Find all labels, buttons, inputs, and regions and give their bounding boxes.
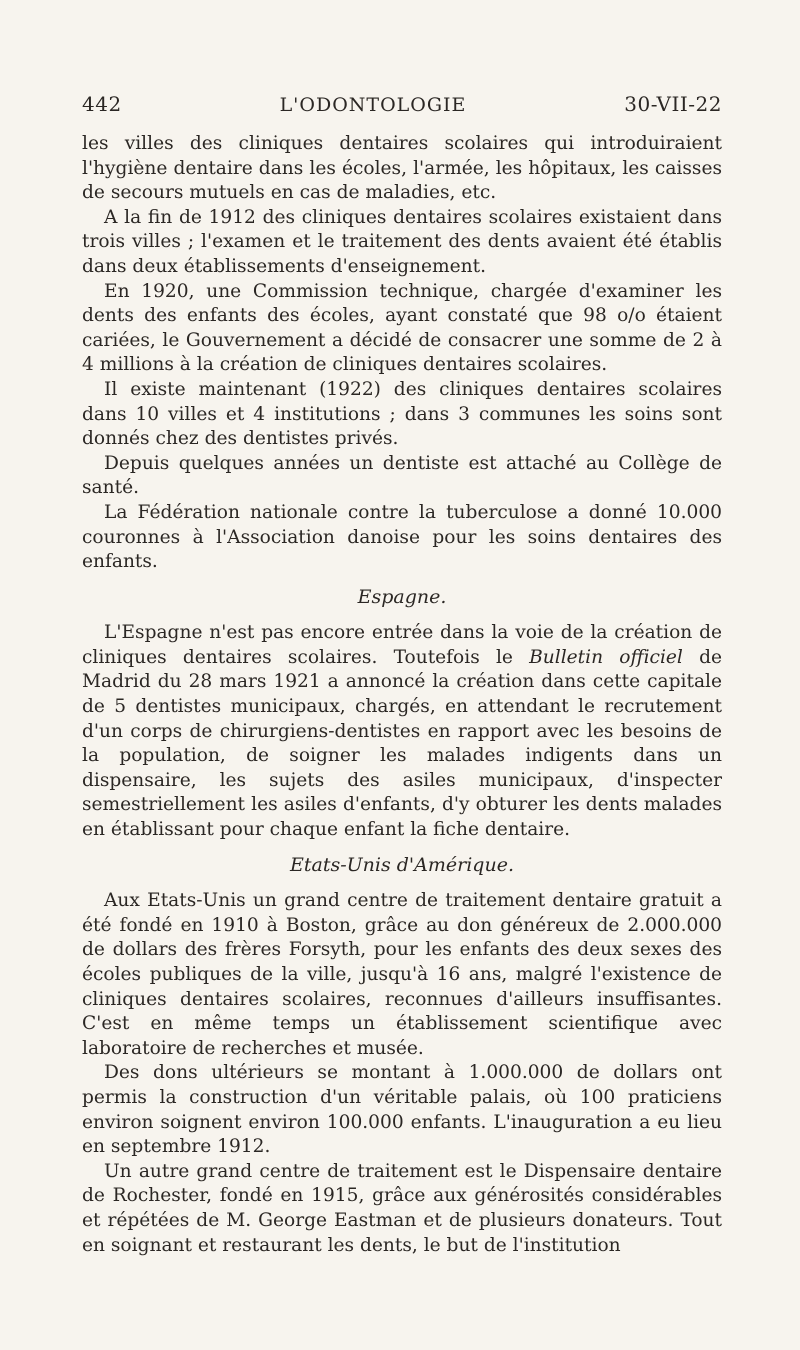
- paragraph-boston: Aux Etats-Unis un grand centre de traitement dentaire gratuit a été fondé en 1910 à Boston, grâce au don généreux de 2.000.000 de dollars des frères Forsyth, pour les enfants des deux sexes des écoles publiques de la ville, jusqu'à 16 ans, malgré l'existence de cliniques dentaires scolaires, reconnues d'ailleurs insuffisantes. C'est en même temps un établissement scientifique avec laboratoire de recherches et musée.: [82, 890, 722, 1059]
- paragraph-donations: Des dons ultérieurs se montant à 1.000.000 de dollars ont permis la construction d'un véritable palais, où 100 praticiens environ soignent environ 100.000 enfants. L'inauguration a eu lieu en septembre 1912.: [82, 1062, 722, 1158]
- paragraph-1922: Il existe maintenant (1922) des cliniques dentaires scolaires dans 10 villes et 4 institutions ; dans 3 communes les soins sont donnés chez des dentistes privés.: [82, 378, 722, 450]
- paragraph-rochester: Un autre grand centre de traitement est le Dispensaire dentaire de Rochester, fondé en 1915, grâce aux générosités considérables et répétées de M. George Eastman et de plusieurs donateurs. Tout en soignant et restaurant les dents, le but de l'institution: [82, 1160, 722, 1256]
- paragraph-spain-part-1: L'Espagne n'est pas encore entrée dans la voie de la création de cliniques dentaires scolaires. Toutefois le: [82, 622, 722, 668]
- section-heading-spain: Espagne.: [357, 585, 447, 608]
- issue-date: 30-VII-22: [624, 92, 722, 116]
- page-number: 442: [82, 92, 122, 116]
- section-heading-usa: Etats-Unis d'Amérique.: [290, 853, 514, 876]
- paragraph-college: Depuis quelques années un dentiste est attaché au Collège de santé.: [82, 452, 722, 499]
- paragraph-federation: La Fédération nationale contre la tuberculose a donné 10.000 couronnes à l'Association danoise pour les soins dentaires des enfants.: [82, 501, 722, 573]
- paragraph-spain-part-2: de Madrid du 28 mars 1921 a annoncé la création dans cette capitale de 5 dentistes municipaux, chargés, en attendant le recrutement d'un corps de chirurgiens-dentistes en rapport avec les besoins de la population, de soigner les malades indigents dans un dispensaire, les sujets des asiles municipaux, d'inspecter semestriellement les asiles d'enfants, d'y obturer les dents malades en établissant pour chaque enfant la fiche dentaire.: [82, 646, 722, 841]
- paragraph-spain: [82, 621, 722, 842]
- paragraph-1920: En 1920, une Commission technique, chargée d'examiner les dents des enfants des écoles, ayant constaté que 98 o/o étaient cariées, le Gouvernement a décidé de consacrer une somme de 2 à 4 millions à la création de cliniques dentaires scolaires.: [82, 280, 722, 376]
- document-page: [82, 92, 722, 1258]
- running-header: [82, 92, 722, 116]
- paragraph-1912: A la fin de 1912 des cliniques dentaires scolaires existaient dans trois villes ; l'examen et le traitement des dents avaient été établis dans deux établissements d'enseignement.: [82, 206, 722, 277]
- bulletin-title: Bulletin officiel: [529, 646, 683, 668]
- paragraph-continuation: les villes des cliniques dentaires scolaires qui introduiraient l'hygiène dentaire dans les écoles, l'armée, les hôpitaux, les caisses de secours mutuels en cas de maladies, etc.: [82, 133, 722, 204]
- journal-title: L'ODONTOLOGIE: [279, 94, 467, 116]
